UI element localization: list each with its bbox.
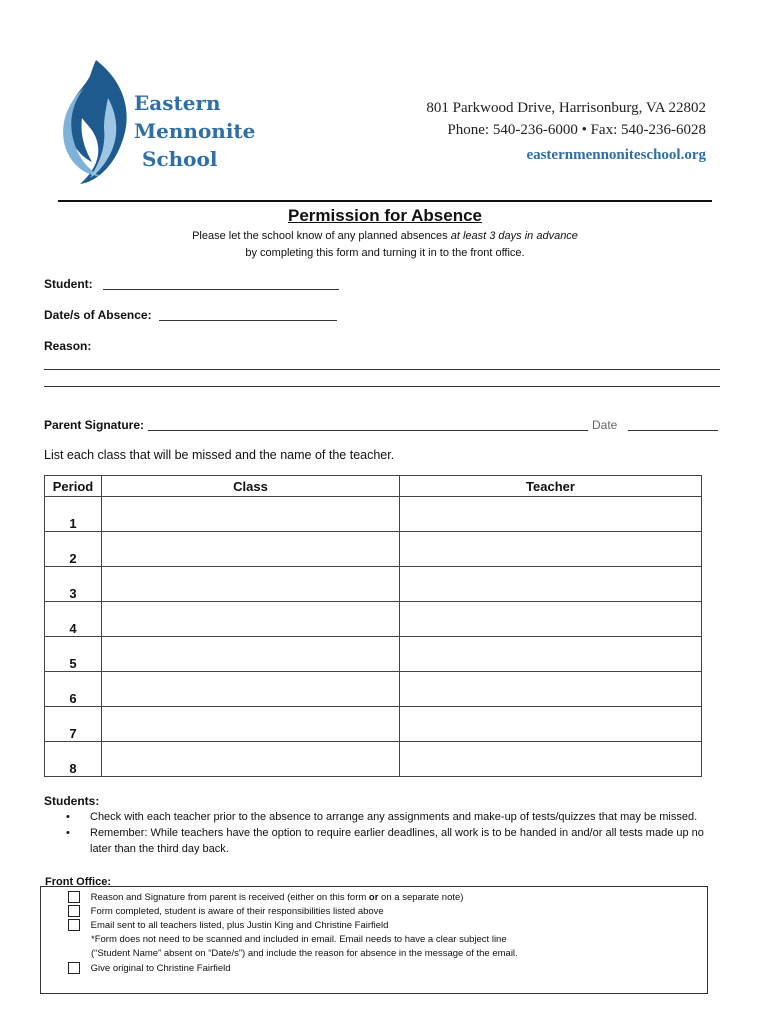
school-name-line1: Eastern — [134, 91, 221, 115]
parent-signature-field[interactable] — [148, 430, 588, 431]
table-row — [45, 672, 702, 707]
school-name-line3: School — [142, 147, 218, 171]
reason-line-1[interactable] — [44, 369, 720, 370]
checkbox[interactable] — [68, 919, 80, 931]
period-number: 4 — [45, 602, 102, 637]
class-cell[interactable] — [102, 637, 400, 672]
school-name-line2: Mennonite — [134, 119, 256, 143]
reason-line-2[interactable] — [44, 386, 720, 387]
item2-text: Form completed, student is aware of their responsibilities listed above — [90, 906, 384, 917]
student-label: Student: — [44, 277, 93, 291]
school-phone-fax: Phone: 540-236-6000 • Fax: 540-236-6028 — [447, 122, 706, 138]
class-cell[interactable] — [102, 602, 400, 637]
teacher-cell[interactable] — [400, 567, 702, 602]
parent-signature-label: Parent Signature: — [44, 418, 145, 432]
class-cell[interactable] — [102, 742, 400, 777]
date-field[interactable] — [628, 430, 718, 431]
period-number: 2 — [45, 532, 102, 567]
item1-text-c: on a separate note) — [378, 892, 464, 903]
bullet-icon: • — [66, 827, 70, 839]
date-label: Date — [592, 418, 618, 432]
table-row — [45, 532, 702, 567]
reason-label: Reason: — [44, 339, 92, 353]
period-number: 6 — [45, 672, 102, 707]
item3-text: Email sent to all teachers listed, plus Justin King and Christine Fairfield — [90, 920, 389, 931]
teacher-cell[interactable] — [400, 742, 702, 777]
teacher-cell[interactable] — [400, 532, 702, 567]
intro-plain-text: Please let the school know of any planned absences — [192, 230, 451, 242]
item1-text-b: or — [368, 892, 379, 903]
item1-text-a: Reason and Signature from parent is received (either on this form — [90, 892, 369, 903]
classes-table — [44, 475, 702, 777]
header-divider — [58, 200, 712, 202]
class-cell[interactable] — [102, 532, 400, 567]
intro-italic-text: at least 3 days in advance — [450, 230, 578, 242]
bullet-text: Remember: While teachers have the option to require earlier deadlines, all work is to be handed in and/or all tests made up no later than the third day back. — [90, 827, 704, 855]
table-header-row — [45, 476, 702, 497]
school-address: 801 Parkwood Drive, Harrisonburg, VA 22802 — [426, 100, 706, 116]
class-cell[interactable] — [102, 672, 400, 707]
front-office-item-4 — [68, 962, 231, 976]
teacher-header: Teacher — [400, 476, 702, 497]
table-row — [45, 707, 702, 742]
flame-icon — [62, 58, 142, 188]
school-logo — [62, 58, 262, 188]
front-office-item-2 — [68, 905, 384, 919]
class-cell[interactable] — [102, 707, 400, 742]
school-website[interactable]: easternmennoniteschool.org — [526, 147, 706, 163]
table-row — [45, 637, 702, 672]
bullet-text: Check with each teacher prior to the absence to arrange any assignments and make-up of tests/quizzes that may be missed. — [90, 811, 698, 823]
class-cell[interactable] — [102, 567, 400, 602]
checkbox[interactable] — [68, 962, 80, 974]
table-row — [45, 742, 702, 777]
table-row — [45, 497, 702, 532]
teacher-cell[interactable] — [400, 637, 702, 672]
period-number: 5 — [45, 637, 102, 672]
teacher-cell[interactable] — [400, 602, 702, 637]
checkbox[interactable] — [68, 905, 80, 917]
front-office-item-3 — [68, 919, 388, 933]
table-row — [45, 567, 702, 602]
front-office-heading: Front Office: — [45, 876, 111, 888]
bullet-icon: • — [66, 811, 70, 823]
form-title: Permission for Absence — [288, 206, 482, 225]
teacher-cell[interactable] — [400, 672, 702, 707]
students-heading: Students: — [44, 794, 100, 808]
dates-of-absence-field[interactable] — [159, 320, 337, 321]
period-number: 7 — [45, 707, 102, 742]
form-intro-line2: by completing this form and turning it in to the front office. — [245, 247, 525, 259]
front-office-item-1 — [68, 891, 463, 905]
students-bullet-2 — [66, 825, 728, 857]
class-header: Class — [102, 476, 400, 497]
period-number: 1 — [45, 497, 102, 532]
front-office-note-2: (“Student Name” absent on “Date/s”) and include the reason for absence in the message of the email. — [91, 948, 518, 959]
period-header: Period — [45, 476, 102, 497]
period-number: 3 — [45, 567, 102, 602]
period-number: 8 — [45, 742, 102, 777]
student-field[interactable] — [103, 289, 339, 290]
students-bullet-1 — [66, 809, 736, 825]
checkbox[interactable] — [68, 891, 80, 903]
form-intro-line1 — [0, 228, 770, 245]
list-instruction: List each class that will be missed and the name of the teacher. — [44, 448, 395, 462]
dates-of-absence-label: Date/s of Absence: — [44, 308, 152, 322]
teacher-cell[interactable] — [400, 497, 702, 532]
table-row — [45, 602, 702, 637]
item4-text: Give original to Christine Fairfield — [90, 963, 231, 974]
front-office-note-1: *Form does not need to be scanned and included in email. Email needs to have a clear subject line — [91, 934, 507, 945]
teacher-cell[interactable] — [400, 707, 702, 742]
class-cell[interactable] — [102, 497, 400, 532]
